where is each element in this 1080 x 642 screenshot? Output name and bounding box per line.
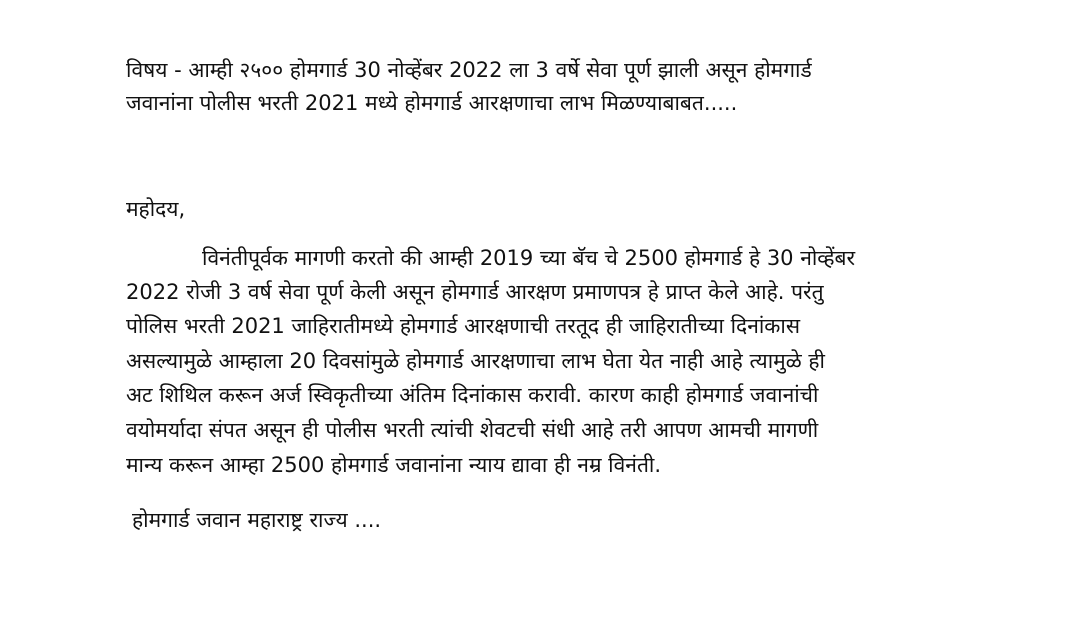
- subject-line-1: विषय - आम्ही २५०० होमगार्ड 30 नोव्हेंबर 2022 ला 3 वर्षे सेवा पूर्ण झाली असून होमगार्ड: [126, 58, 812, 82]
- body-line-5: अट शिथिल करून अर्ज स्विकृतीच्या अंतिम दिनांकास करावी. कारण काही होमगार्ड जवानांची: [126, 383, 819, 407]
- body-line-4: असल्यामुळे आम्हाला 20 दिवसांमुळे होमगार्ड आरक्षणाचा लाभ घेता येत नाही आहे त्यामुळे ही: [126, 349, 825, 373]
- subject-line-2: जवानांना पोलीस भरती 2021 मध्ये होमगार्ड आरक्षणाचा लाभ मिळण्याबाबत.....: [126, 91, 738, 115]
- body-line-3: पोलिस भरती 2021 जाहिरातीमध्ये होमगार्ड आरक्षणाची तरतूद ही जाहिरातीच्या दिनांकास: [126, 314, 801, 338]
- salutation: महोदय,: [126, 197, 186, 221]
- signature: होमगार्ड जवान महाराष्ट्र राज्य ....: [132, 508, 382, 532]
- body-line-1: विनंतीपूर्वक मागणी करतो की आम्ही 2019 च्या बॅच चे 2500 होमगार्ड हे 30 नोव्हेंबर: [202, 246, 856, 270]
- body-line-2: 2022 रोजी 3 वर्ष सेवा पूर्ण केली असून होमगार्ड आरक्षण प्रमाणपत्र हे प्राप्त केले आहे. परंतु: [126, 280, 824, 304]
- body-line-6: वयोमर्यादा संपत असून ही पोलीस भरती त्यांची शेवटची संधी आहे तरी आपण आमची मागणी: [126, 418, 819, 442]
- body-line-7: मान्य करून आम्हा 2500 होमगार्ड जवानांना न्याय द्यावा ही नम्र विनंती.: [126, 453, 662, 477]
